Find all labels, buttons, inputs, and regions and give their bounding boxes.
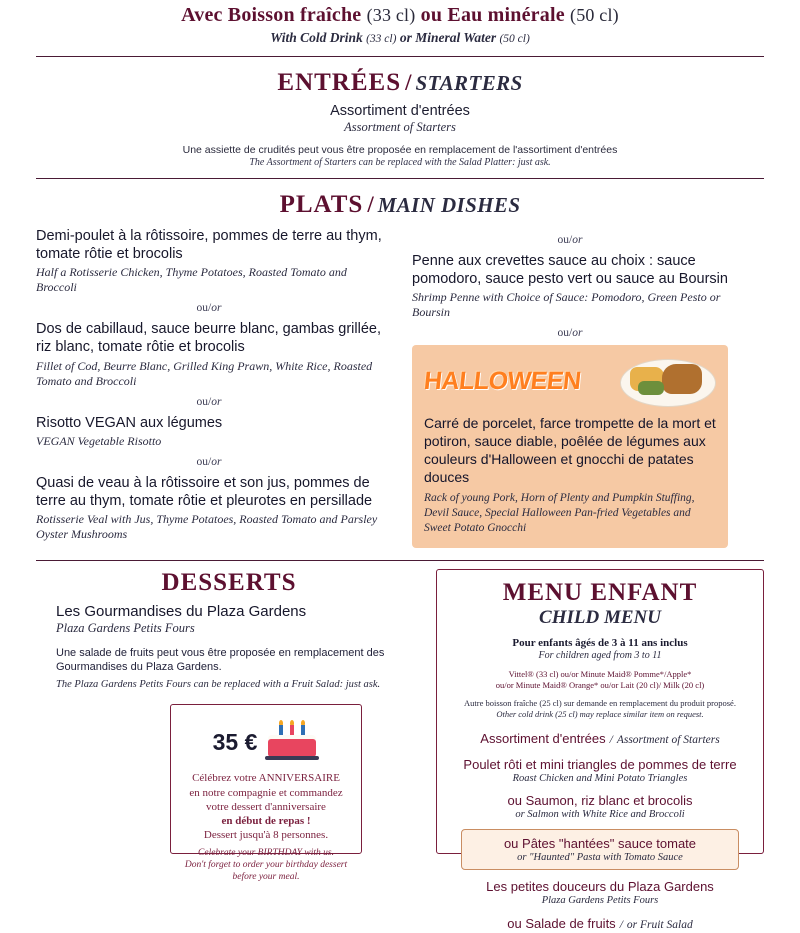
or-separator-en: or <box>211 455 222 468</box>
child-drinks-note <box>451 698 749 721</box>
birthday-text-fr <box>181 771 351 842</box>
child-drinks-line1: Vittel® (33 cl) ou/or Minute Maid® Pomme*/Apple* <box>508 668 692 679</box>
starters-title-en: STARTERS <box>415 71 523 95</box>
child-main-fr: ou Saumon, riz blanc et brocolis <box>507 792 693 808</box>
birthday-en-line2: Don't forget to order your birthday dessert <box>184 860 348 871</box>
drink-fr-or: ou <box>420 4 443 26</box>
dish-name-fr: Dos de cabillaud, sauce beurre blanc, gambas grillée, riz blanc, tomate rôtie et brocolis <box>36 321 381 356</box>
divider-above-desserts <box>36 560 764 561</box>
child-main-item <box>451 793 749 820</box>
child-main-en: or Salmon with White Rice and Broccoli <box>515 808 685 820</box>
dish-name-en: Shrimp Penne with Choice of Sauce: Pomodoro, Green Pesto or Boursin <box>412 290 721 320</box>
or-separator <box>36 396 382 408</box>
mains-title-en: MAIN DISHES <box>377 193 521 217</box>
food-vegetables <box>638 381 664 395</box>
drink-fr-qty2: (50 cl) <box>570 5 619 25</box>
or-separator <box>36 456 382 468</box>
starters-note-fr: Une assiette de crudités peut vous être proposée en remplacement de l'assortiment d'entrées <box>182 144 618 156</box>
main-dish-item <box>36 227 382 295</box>
child-drinks-line2: ou/or Minute Maid® Orange* ou/or Lait (20 cl)/ Milk (20 cl) <box>495 680 705 691</box>
drink-en-prefix: With Cold Drink <box>270 30 363 45</box>
divider-above-mains <box>36 178 764 179</box>
or-separator-en: or <box>211 302 222 315</box>
child-menu-box <box>436 569 764 931</box>
child-menu-title-fr: MENU ENFANT <box>502 578 698 606</box>
child-menu-column <box>436 569 764 931</box>
child-highlight-fr: ou Pâtes "hantées" sauce tomate <box>503 835 697 851</box>
child-drinks <box>451 669 749 692</box>
birthday-text-en <box>181 847 351 884</box>
starters-content <box>36 103 764 168</box>
dessert-note-fr: Une salade de fruits peut vous être proposée en remplacement des Gourmandises du Plaza Gardens. <box>56 646 385 673</box>
birthday-fr-line1: Célébrez votre ANNIVERSAIRE <box>192 772 340 785</box>
drink-option-block <box>36 0 764 46</box>
drink-en-second: Mineral Water <box>415 30 497 45</box>
dish-name-fr: Penne aux crevettes sauce au choix : sauce pomodoro, sauce pesto vert ou sauce au Boursin <box>412 253 728 288</box>
mains-title-fr: PLATS <box>279 191 364 218</box>
birthday-en-line3: before your meal. <box>232 872 300 883</box>
drink-line-fr <box>36 4 764 27</box>
child-dessert-alt-fr: ou Salade de fruits <box>507 915 616 931</box>
or-separator <box>412 234 728 246</box>
birthday-fr-line5: Dessert jusqu'à 8 personnes. <box>203 829 329 842</box>
drink-fr-prefix: Avec Boisson fraîche <box>181 4 362 26</box>
child-highlight-en: or "Haunted" Pasta with Tomato Sauce <box>517 851 683 863</box>
child-halloween-highlight <box>461 829 739 870</box>
child-drinks-note-fr: Autre boisson fraîche (25 cl) sur demande en remplacement du produit proposé. <box>464 697 736 708</box>
desserts-title: DESSERTS <box>161 568 297 596</box>
or-separator-en: or <box>572 234 583 246</box>
drink-fr-second: Eau minérale <box>447 4 565 26</box>
or-separator-fr: ou/ <box>196 455 212 468</box>
birthday-cake-icon <box>265 721 319 763</box>
cake-body <box>268 739 316 757</box>
birthday-fr-line2: en notre compagnie et commandez <box>189 786 343 799</box>
or-separator-en: or <box>211 395 222 408</box>
starters-heading <box>36 69 764 97</box>
dish-name-en: Fillet of Cod, Beurre Blanc, Grilled King Prawn, White Rice, Roasted Tomato and Broccoli <box>36 358 373 388</box>
child-dessert-item <box>451 879 749 906</box>
drink-fr-qty1: (33 cl) <box>366 5 416 25</box>
bottom-columns <box>36 568 764 931</box>
drink-line-en <box>36 30 764 46</box>
or-separator <box>412 327 728 339</box>
cake-plate <box>265 756 319 760</box>
or-separator-fr: ou/ <box>557 327 573 340</box>
halloween-dish-fr: Carré de porcelet, farce trompette de la mort et potiron, sauce diable, poêlée de légumes aux couleurs d'Halloween et gnocchi de patates douces <box>424 415 716 485</box>
child-main-en: Roast Chicken and Mini Potato Triangles <box>512 772 688 784</box>
drink-en-or: or <box>399 30 412 45</box>
starters-note-en: The Assortment of Starters can be replaced with the Salad Platter: just ask. <box>249 157 551 168</box>
dish-name-en: VEGAN Vegetable Risotto <box>36 433 162 448</box>
starters-item-fr: Assortiment d'entrées <box>330 103 470 119</box>
main-dish-item <box>36 414 382 449</box>
drink-en-qty1: (33 cl) <box>366 33 397 45</box>
halloween-header <box>424 353 716 409</box>
child-menu-title-en: CHILD MENU <box>539 606 661 628</box>
birthday-fr-line4: en début de repas ! <box>221 815 311 828</box>
or-separator-fr: ou/ <box>557 234 573 246</box>
or-separator-en: or <box>572 327 583 340</box>
divider-above-starters <box>36 56 764 57</box>
halloween-dish-en: Rack of young Pork, Horn of Plenty and Pumpkin Stuffing, Devil Sauce, Special Halloween Pan-fried Vegetables and Sweet Potato Gnocchi <box>424 491 695 534</box>
mains-right-column <box>394 227 728 548</box>
child-starter-fr: Assortiment d'entrées <box>480 730 606 746</box>
child-starter-row <box>451 730 749 748</box>
halloween-special-box <box>412 345 728 547</box>
child-starter-separator: / <box>609 733 613 746</box>
dessert-note-en: The Plaza Gardens Petits Fours can be replaced with a Fruit Salad: just ask. <box>56 679 381 691</box>
child-dessert-alt-row <box>451 915 749 933</box>
birthday-card-header <box>181 721 351 763</box>
halloween-logo: HALLOWEEN <box>422 366 583 395</box>
child-dessert-en: Plaza Gardens Petits Fours <box>541 894 659 906</box>
child-dessert-alt-separator: / <box>619 918 623 931</box>
dessert-item-en: Plaza Gardens Petits Fours <box>56 620 195 635</box>
main-dish-item <box>36 320 382 388</box>
mains-title-separator: / <box>367 192 374 217</box>
starters-title-separator: / <box>405 70 412 95</box>
child-main-fr: Poulet rôti et mini triangles de pommes de terre <box>463 756 737 772</box>
drink-en-qty2: (50 cl) <box>499 33 530 45</box>
dish-name-fr: Demi-poulet à la rôtissoire, pommes de terre au thym, tomate rôtie et brocolis <box>36 228 382 263</box>
dish-name-fr: Quasi de veau à la rôtissoire et son jus, pommes de terre au thym, tomate rôtie et pleurotes en persillade <box>36 474 373 509</box>
mains-heading <box>36 191 764 219</box>
child-starter-en: Assortment of Starters <box>616 733 720 746</box>
child-drinks-note-en: Other cold drink (25 cl) may replace similar item on request. <box>496 709 704 720</box>
mains-left-column <box>36 227 394 548</box>
or-separator-fr: ou/ <box>196 302 212 315</box>
or-separator <box>36 302 382 314</box>
dish-name-en: Half a Rotisserie Chicken, Thyme Potatoes, Roasted Tomato and Broccoli <box>36 265 347 295</box>
birthday-offer-card <box>170 704 362 883</box>
child-dessert-fr: Les petites douceurs du Plaza Gardens <box>486 878 714 894</box>
birthday-en-line1: Celebrate your BIRTHDAY with us. <box>198 847 334 858</box>
dish-name-en: Rotisserie Veal with Jus, Thyme Potatoes, Roasted Tomato and Parsley Oyster Mushrooms <box>36 511 378 541</box>
desserts-column <box>36 568 436 883</box>
child-main-item <box>451 757 749 784</box>
dish-name-fr: Risotto VEGAN aux légumes <box>36 414 223 431</box>
starters-title-fr: ENTRÉES <box>277 69 402 96</box>
or-separator-fr: ou/ <box>196 395 212 408</box>
food-pork <box>662 364 702 394</box>
child-dessert-alt-en: or Fruit Salad <box>626 918 693 931</box>
birthday-fr-line3: votre dessert d'anniversaire <box>206 800 326 813</box>
main-dish-item <box>412 252 728 320</box>
starters-item-en: Assortment of Starters <box>344 120 456 134</box>
main-dish-item <box>36 474 382 542</box>
mains-columns <box>36 227 764 548</box>
dessert-item-fr: Les Gourmandises du Plaza Gardens <box>56 602 307 620</box>
halloween-dish-photo <box>620 353 716 409</box>
birthday-price: 35 € <box>212 728 258 755</box>
child-age-en: For children aged from 3 to 11 <box>538 649 662 661</box>
child-age-fr: Pour enfants âgés de 3 à 11 ans inclus <box>512 636 688 649</box>
